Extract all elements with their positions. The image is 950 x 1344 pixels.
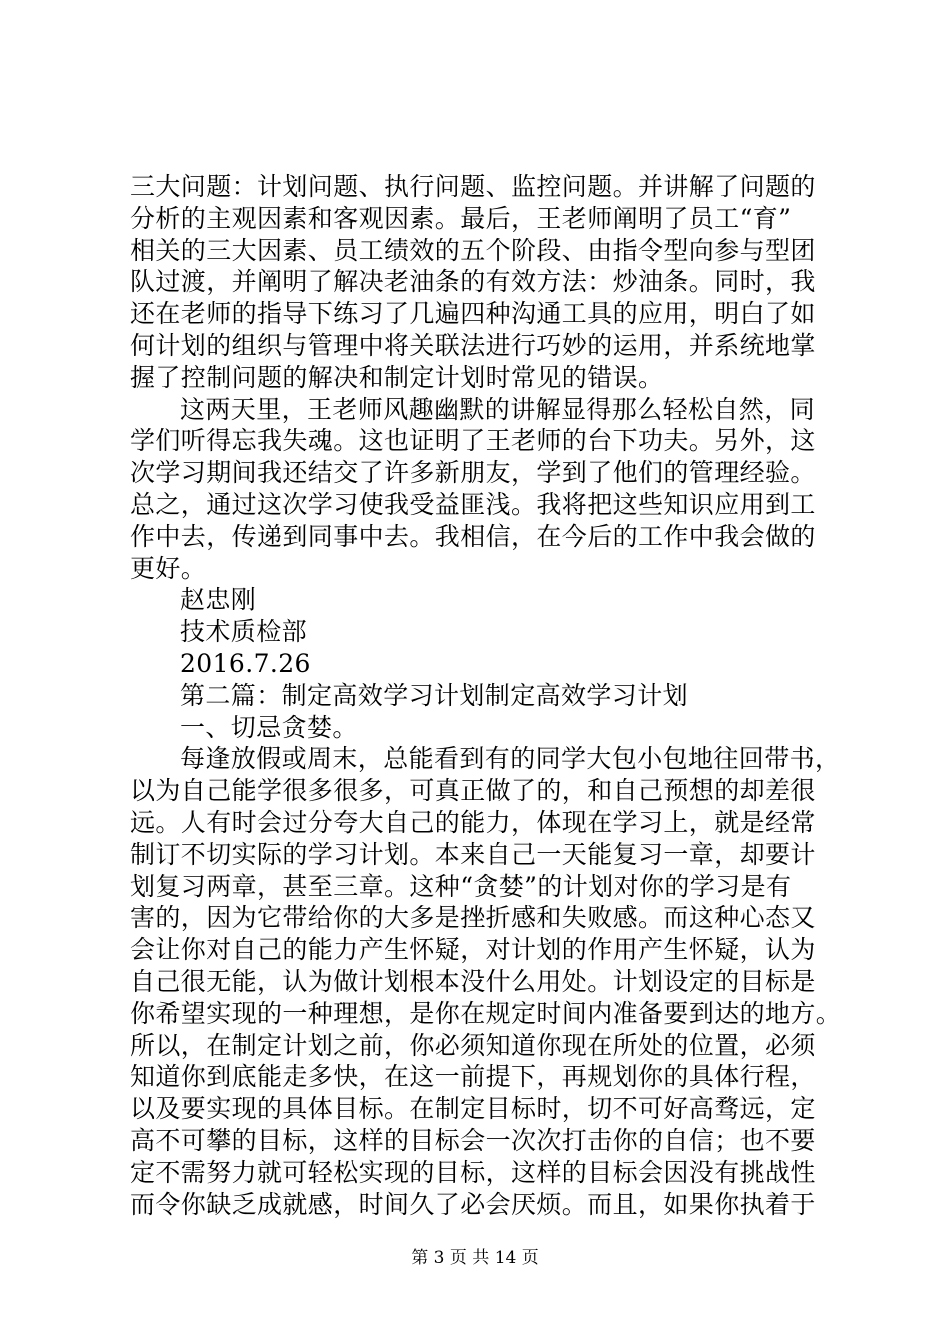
text-line: 定不需努力就可轻松实现的目标，这样的目标会因没有挑战性 <box>130 1157 816 1187</box>
page-number-footer: 第 3 页 共 14 页 <box>411 1248 539 1268</box>
text-line: 而令你缺乏成就感，时间久了必会厌烦。而且，如果你执着于 <box>130 1189 816 1219</box>
document-date: 2016.7.26 <box>180 648 311 678</box>
text-line: 害的，因为它带给你的大多是挫折感和失败感。而这种心态又 <box>130 903 816 933</box>
author-name: 赵忠刚 <box>180 585 257 615</box>
text-line: 划复习两章，甚至三章。这种“贪婪”的计划对你的学习是有 <box>130 871 792 901</box>
text-line: 自己很无能，认为做计划根本没什么用处。计划设定的目标是 <box>130 966 816 996</box>
text-line: 以及要实现的具体目标。在制定目标时，切不可好高骛远，定 <box>130 1094 816 1124</box>
text-line: 学们听得忘我失魂。这也证明了王老师的台下功夫。另外，这 <box>130 426 816 456</box>
section-heading: 第二篇：制定高效学习计划制定高效学习计划 <box>180 680 689 710</box>
text-line: 更好。 <box>130 553 207 583</box>
text-line: 知道你到底能走多快，在这一前提下，再规划你的具体行程， <box>130 1062 816 1092</box>
text-line: 这两天里，王老师风趣幽默的讲解显得那么轻松自然，同 <box>180 394 816 424</box>
text-line: 队过渡，并阐明了解决老油条的有效方法：炒油条。同时，我 <box>130 267 816 297</box>
text-line: 还在老师的指导下练习了几遍四种沟通工具的应用，明白了如 <box>130 299 816 329</box>
text-line: 你希望实现的一种理想，是你在规定时间内准备要到达的地方。 <box>130 998 842 1028</box>
document-body <box>130 171 842 1220</box>
text-line: 次学习期间我还结交了许多新朋友，学到了他们的管理经验。 <box>130 458 816 488</box>
text-line: 何计划的组织与管理中将关联法进行巧妙的运用，并系统地掌 <box>130 330 816 360</box>
text-line: 会让你对自己的能力产生怀疑，对计划的作用产生怀疑，认为 <box>130 935 816 965</box>
text-line: 总之，通过这次学习使我受益匪浅。我将把这些知识应用到工 <box>130 489 816 519</box>
author-department: 技术质检部 <box>180 617 308 647</box>
text-line: 以为自己能学很多很多，可真正做了的，和自己预想的却差很 <box>130 776 816 806</box>
subsection-heading: 一、切忌贪婪。 <box>180 712 358 742</box>
text-line: 每逢放假或周末，总能看到有的同学大包小包地往回带书， <box>180 744 841 774</box>
text-line: 高不可攀的目标，这样的目标会一次次打击你的自信；也不要 <box>130 1125 816 1155</box>
text-line: 三大问题：计划问题、执行问题、监控问题。并讲解了问题的 <box>130 172 816 201</box>
text-line: 所以，在制定计划之前，你必须知道你现在所处的位置，必须 <box>130 1030 816 1060</box>
text-line: 远。人有时会过分夸大自己的能力，体现在学习上，就是经常 <box>130 807 816 837</box>
text-line: 握了控制问题的解决和制定计划时常见的错误。 <box>130 362 664 392</box>
text-line: 制订不切实际的学习计划。本来自己一天能复习一章，却要计 <box>130 839 816 869</box>
text-line: 作中去，传递到同事中去。我相信，在今后的工作中我会做的 <box>130 521 816 551</box>
text-line: 分析的主观因素和客观因素。最后，王老师阐明了员工“育” <box>130 203 792 233</box>
text-line: 相关的三大因素、员工绩效的五个阶段、由指令型向参与型团 <box>130 235 816 265</box>
